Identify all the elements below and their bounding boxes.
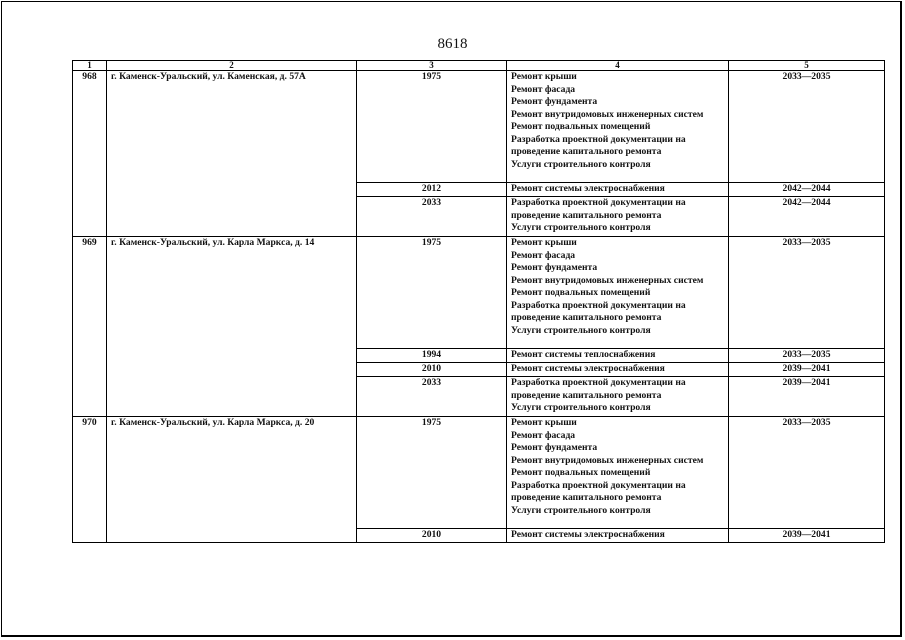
work-item: Ремонт подвальных помещений: [511, 467, 651, 478]
work-item: Ремонт фасада: [511, 83, 576, 95]
work-item: Ремонт крыши: [511, 237, 577, 248]
table-row: [73, 417, 885, 529]
repair-period: 2042—2044: [729, 197, 885, 237]
table-row: [73, 237, 885, 349]
column-header-3: 3: [357, 61, 507, 71]
works-list: [507, 71, 729, 183]
repair-period: 2042—2044: [729, 183, 885, 197]
works-list: [507, 377, 729, 417]
house-address: г. Каменск-Уральский, ул. Карла Маркса, д. 14: [107, 237, 357, 417]
construction-year: 1994: [357, 349, 507, 363]
column-header-2: 2: [107, 61, 357, 71]
works-list: [507, 197, 729, 237]
work-item: Разработка проектной документации на проведение капитального ремонта: [511, 299, 686, 323]
work-item: Ремонт системы электроснабжения: [511, 529, 665, 540]
work-item: Разработка проектной документации на проведение капитального ремонта: [511, 479, 686, 503]
work-item: Разработка проектной документации на проведение капитального ремонта: [511, 197, 686, 221]
work-item: Ремонт фасада: [511, 429, 576, 441]
repair-period: 2033—2035: [729, 417, 885, 529]
work-item: Услуги строительного контроля: [511, 402, 651, 413]
construction-year: 1975: [357, 417, 507, 529]
work-item: Ремонт подвальных помещений: [511, 121, 651, 132]
work-item: Ремонт системы теплоснабжения: [511, 349, 656, 360]
work-item: Услуги строительного контроля: [511, 504, 651, 516]
repair-period: 2039—2041: [729, 377, 885, 417]
work-item: Ремонт фундамента: [511, 442, 598, 453]
works-list: [507, 237, 729, 349]
construction-year: 2033: [357, 377, 507, 417]
work-item: Услуги строительного контроля: [511, 324, 651, 336]
construction-year: 2033: [357, 197, 507, 237]
work-item: Ремонт крыши: [511, 71, 577, 82]
construction-year: 2010: [357, 529, 507, 543]
works-list: [507, 349, 729, 363]
works-list: [507, 417, 729, 529]
works-list: [507, 183, 729, 197]
header-row: [73, 61, 885, 71]
house-number: 968: [73, 71, 107, 237]
work-item: Ремонт фундамента: [511, 262, 598, 273]
page-number: 8618: [437, 36, 468, 52]
repair-schedule-table: [72, 60, 885, 543]
column-header-5: 5: [729, 61, 885, 71]
work-item: Ремонт внутридомовых инженерных систем: [511, 274, 704, 286]
house-address: г. Каменск-Уральский, ул. Карла Маркса, д. 20: [107, 417, 357, 543]
work-item: Ремонт крыши: [511, 417, 577, 428]
column-header-4: 4: [507, 61, 729, 71]
work-item: Ремонт фундамента: [511, 96, 598, 107]
works-list: [507, 529, 729, 543]
work-item: Разработка проектной документации на проведение капитального ремонта: [511, 133, 686, 157]
repair-period: 2039—2041: [729, 529, 885, 543]
work-item: Ремонт подвальных помещений: [511, 287, 651, 298]
works-list: [507, 363, 729, 377]
column-header-1: 1: [73, 61, 107, 71]
construction-year: 1975: [357, 237, 507, 349]
house-number: 969: [73, 237, 107, 417]
construction-year: 2010: [357, 363, 507, 377]
construction-year: 2012: [357, 183, 507, 197]
repair-period: 2039—2041: [729, 363, 885, 377]
house-address: г. Каменск-Уральский, ул. Каменская, д. 57А: [107, 71, 357, 237]
repair-period: 2033—2035: [729, 237, 885, 349]
work-item: Ремонт фасада: [511, 249, 576, 261]
work-item: Услуги строительного контроля: [511, 222, 651, 233]
work-item: Услуги строительного контроля: [511, 158, 651, 170]
table-row: [73, 71, 885, 183]
work-item: Ремонт системы электроснабжения: [511, 363, 665, 374]
house-number: 970: [73, 417, 107, 543]
work-item: Ремонт системы электроснабжения: [511, 183, 665, 194]
repair-period: 2033—2035: [729, 349, 885, 363]
construction-year: 1975: [357, 71, 507, 183]
work-item: Разработка проектной документации на проведение капитального ремонта: [511, 377, 686, 401]
work-item: Ремонт внутридомовых инженерных систем: [511, 454, 704, 466]
work-item: Ремонт внутридомовых инженерных систем: [511, 108, 704, 120]
repair-period: 2033—2035: [729, 71, 885, 183]
